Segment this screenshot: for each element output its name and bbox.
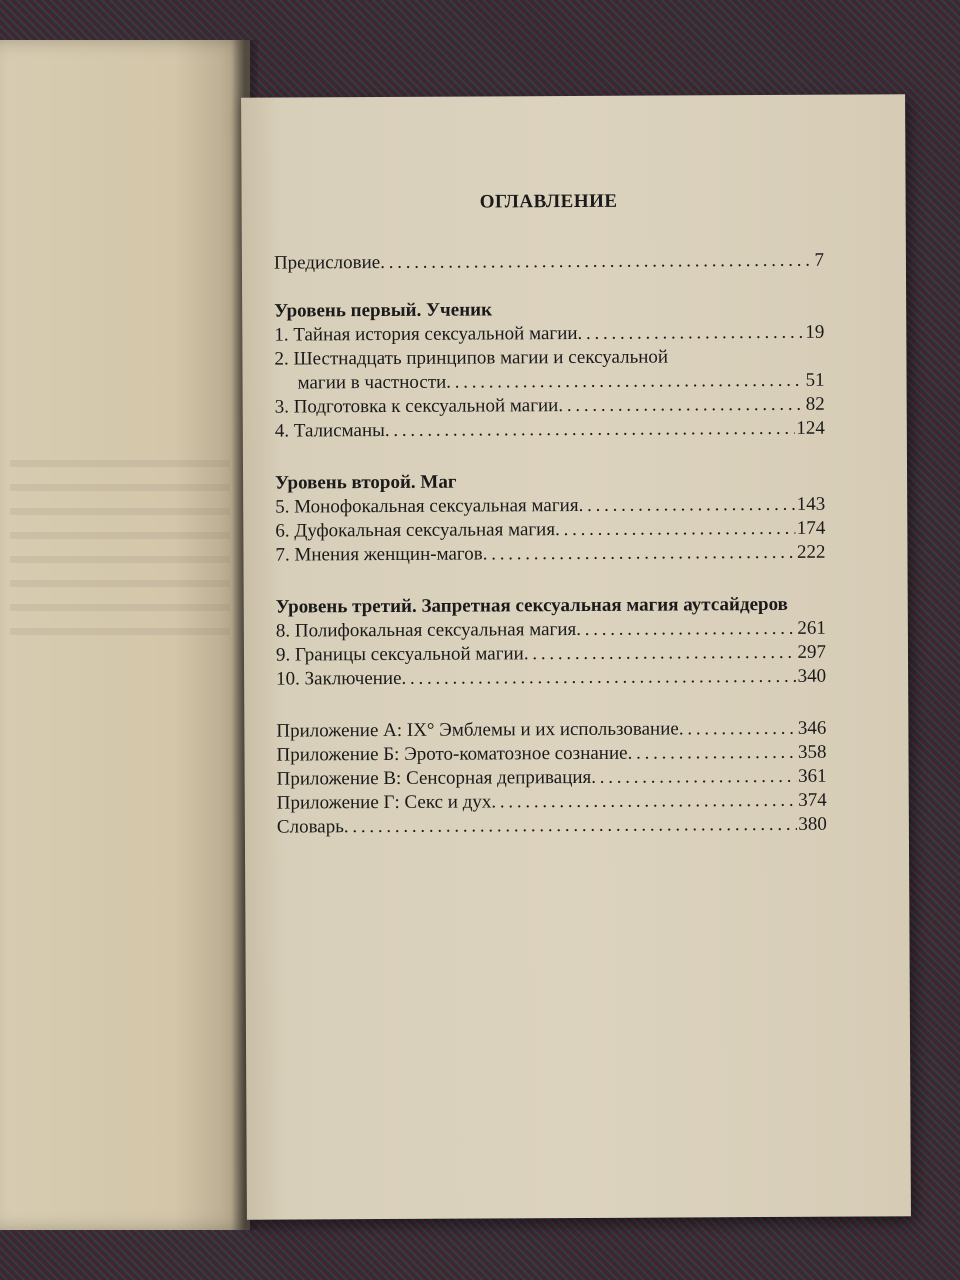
toc-entry-page: 297 (797, 641, 827, 663)
dot-leader (558, 393, 803, 418)
bleed-through-line (10, 580, 230, 587)
dot-leader (401, 665, 795, 691)
dot-leader (627, 741, 796, 766)
toc-entry (276, 617, 826, 644)
bleed-through-line (10, 556, 230, 563)
toc-entry-label: Приложение В: Сенсорная депривация (276, 766, 592, 790)
toc-title: ОГЛАВЛЕНИЕ (479, 190, 618, 213)
toc-entry-page: 143 (796, 493, 826, 515)
toc-entry-label: Предисловие (273, 252, 381, 274)
toc-entry-label: 6. Дуфокальная сексуальная магия (275, 519, 556, 542)
bleed-through-line (10, 532, 230, 539)
dot-leader (555, 517, 795, 542)
toc-entry-page: 222 (796, 541, 826, 563)
toc-entry-page: 340 (797, 665, 827, 687)
bleed-through-line (10, 460, 230, 467)
toc-entry-label: Приложение Б: Эрото-коматозное сознание (276, 742, 628, 766)
toc-entry-appendix (276, 741, 826, 768)
toc-entry-label: Приложение А: IX° Эмблемы и их использование (276, 718, 679, 742)
toc-content (274, 189, 827, 840)
toc-entry-appendix (277, 765, 827, 792)
section-heading-level1: Уровень первый. Ученик (274, 299, 493, 322)
toc-entry (275, 369, 825, 396)
toc-entry-label: 10. Заключение (276, 667, 402, 690)
dot-leader (380, 249, 812, 275)
left-page (0, 40, 250, 1230)
toc-entry-page: 51 (805, 369, 825, 391)
toc-entry (275, 493, 825, 520)
toc-entry-label: 2. Шестнадцать принципов магии и сексуальной (274, 346, 669, 370)
toc-entry-page: 346 (797, 717, 827, 739)
section-heading-level3: Уровень третий. Запретная сексуальная магия аутсайдеров (275, 593, 788, 618)
toc-entry-page: 374 (798, 789, 827, 811)
toc-entry-label: 3. Подготовка к сексуальной магии (274, 395, 559, 418)
toc-entry (275, 393, 825, 420)
toc-entry (276, 665, 826, 692)
toc-entry-label: Словарь (276, 816, 344, 838)
toc-page (241, 94, 911, 1219)
dot-leader (576, 617, 795, 642)
toc-entry-page: 124 (796, 417, 825, 439)
toc-entry-glossary (277, 813, 827, 840)
dot-leader (578, 493, 794, 518)
toc-entry (276, 641, 826, 668)
toc-entry-page: 361 (798, 765, 827, 787)
toc-entry-label: 5. Монофокальная сексуальная магия (275, 494, 579, 518)
toc-entry-page: 261 (797, 617, 826, 639)
bleed-through-line (10, 484, 230, 491)
dot-leader (385, 417, 795, 443)
toc-entry-page: 82 (805, 393, 825, 415)
dot-leader (344, 813, 797, 839)
toc-entry-label: 7. Мнения женщин-магов (275, 543, 483, 566)
section-gap (276, 689, 826, 720)
toc-entry-page: 358 (797, 741, 827, 763)
toc-entry-label: 8. Полифокальная сексуальная магия (275, 618, 577, 642)
toc-entry-label: 1. Тайная история сексуальной магии (274, 322, 578, 346)
toc-entry (275, 517, 825, 544)
toc-entry-appendix (276, 717, 826, 744)
dot-leader (679, 717, 796, 742)
toc-entry-label: Приложение Г: Секс и дух (276, 791, 492, 814)
bleed-through-line (10, 628, 230, 635)
toc-entry (275, 417, 825, 444)
toc-entry-label-continued: магии в частности (297, 371, 447, 394)
toc-entry-line (274, 345, 824, 372)
toc-entry (275, 541, 825, 568)
toc-entry-preface (274, 249, 824, 276)
dot-leader (483, 541, 795, 567)
dot-leader (491, 789, 796, 815)
toc-entry-page: 19 (805, 321, 825, 343)
toc-entry-label: 9. Границы сексуальной магии (275, 643, 524, 666)
toc-entry-label: 4. Талисманы (274, 419, 385, 442)
dot-leader (446, 369, 803, 395)
toc-entry-page: 380 (798, 813, 827, 835)
dot-leader (524, 641, 796, 666)
dot-leader (591, 765, 796, 790)
toc-entry-page: 174 (796, 517, 826, 539)
dot-leader (577, 321, 803, 346)
section-heading-level2: Уровень второй. Маг (275, 471, 457, 494)
bleed-through-line (10, 604, 230, 611)
toc-entry-page: 7 (814, 249, 824, 271)
toc-entry (274, 321, 824, 348)
toc-entry-appendix (277, 789, 827, 816)
bleed-through-line (10, 508, 230, 515)
